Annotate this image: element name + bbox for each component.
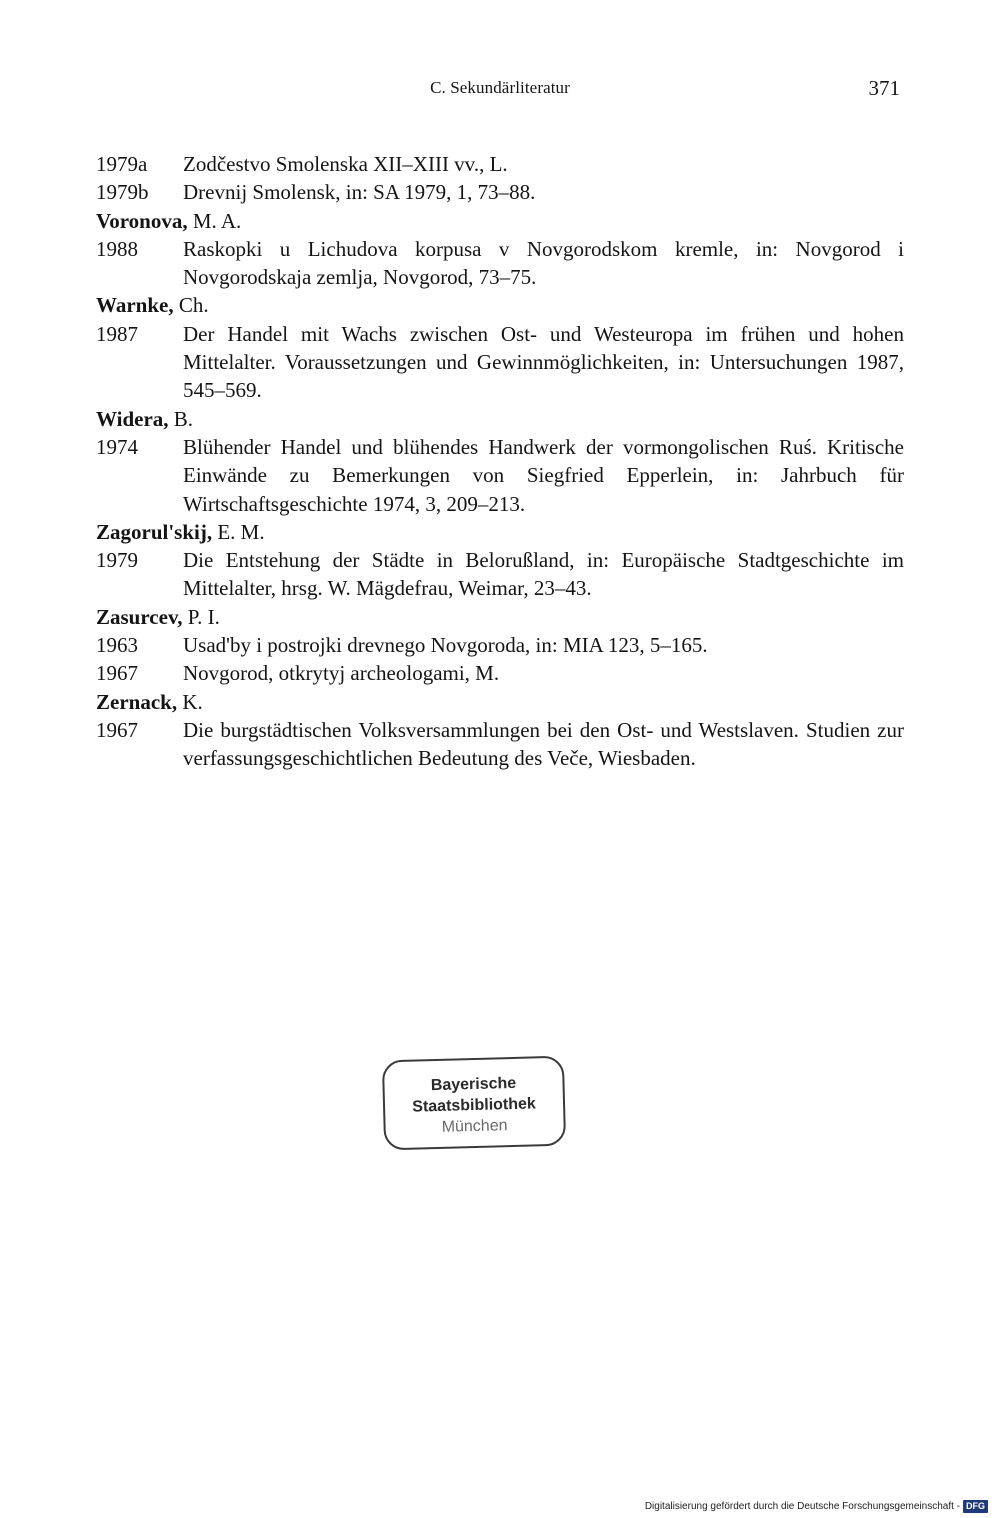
author-heading bbox=[96, 291, 904, 319]
entry-reference: Novgorod, otkrytyj archeologami, M. bbox=[183, 661, 500, 686]
author-surname: Warnke, bbox=[96, 293, 174, 318]
entry-reference: Zodčestvo Smolenska XII–XIII vv., L. bbox=[183, 152, 508, 176]
bibliography-entry bbox=[96, 716, 904, 773]
entry-year: 1967 bbox=[96, 661, 138, 686]
author-heading bbox=[96, 518, 904, 546]
author-surname: Zagorul'skij, bbox=[96, 519, 213, 544]
entry-year: 1988 bbox=[96, 236, 138, 261]
bibliography-entry bbox=[96, 235, 904, 292]
entry-year: 1963 bbox=[96, 633, 138, 658]
stamp-line-3: München bbox=[441, 1117, 508, 1136]
author-surname: Zernack, bbox=[96, 689, 178, 714]
author-initials: B. bbox=[173, 406, 194, 431]
bibliography-entry bbox=[96, 178, 904, 206]
author-surname: Zasurcev, bbox=[96, 604, 183, 629]
entry-year: 1974 bbox=[96, 434, 138, 459]
author-initials: P. I. bbox=[187, 604, 220, 629]
entry-reference: Die burgstädtischen Volksversammlungen bei den Ost- und Westslaven. Studien zur verfassungsgeschichtlichen Bedeutung des Veče, Wiesbaden. bbox=[183, 717, 904, 771]
stamp-line-1: Bayerische bbox=[430, 1074, 517, 1095]
bibliography-entry bbox=[96, 546, 904, 603]
author-heading bbox=[96, 405, 904, 433]
entry-reference: Die Entstehung der Städte in Belorußland, in: Europäische Stadtgeschichte im Mittelalter, hrsg. W. Mägdefrau, Weimar, 23–43. bbox=[183, 548, 904, 601]
entry-year: 1979a bbox=[96, 152, 148, 176]
dfg-logo: DFG bbox=[963, 1500, 988, 1513]
author-initials: E. M. bbox=[217, 519, 265, 544]
entry-reference: Der Handel mit Wachs zwischen Ost- und Westeuropa im frühen und hohen Mittelalter. Voraussetzungen und Gewinnmöglichkeiten, in: Untersuchungen 1987, 545–569. bbox=[183, 321, 904, 403]
author-surname: Voronova, bbox=[96, 208, 188, 233]
bibliography-list bbox=[96, 150, 904, 773]
entry-year: 1979 bbox=[96, 548, 138, 573]
entry-reference: Raskopki u Lichudova korpusa v Novgorodskom kremle, in: Novgorod i Novgorodskaja zemlja, Novgorod, 73–75. bbox=[183, 236, 904, 290]
author-heading bbox=[96, 603, 904, 631]
bibliography-entry bbox=[96, 631, 904, 659]
author-surname: Widera, bbox=[96, 406, 169, 431]
entry-reference: Blühender Handel und blühendes Handwerk der vormongolischen Ruś. Kritische Einwände zu Bemerkungen von Siegfried Epperlein, in: Jahrbuch für Wirtschaftsgeschichte 1974, 3, 209–213. bbox=[183, 434, 904, 516]
footer-text: Digitalisierung gefördert durch die Deutsche Forschungsgemeinschaft - bbox=[644, 1501, 960, 1512]
digitization-footer bbox=[645, 1500, 988, 1513]
author-initials: K. bbox=[182, 689, 203, 714]
bibliography-entry bbox=[96, 659, 904, 687]
author-initials: Ch. bbox=[178, 293, 209, 318]
bibliography-entry bbox=[96, 150, 904, 178]
stamp-line-2: Staatsbibliothek bbox=[412, 1095, 537, 1116]
author-initials: M. A. bbox=[192, 208, 242, 233]
author-heading bbox=[96, 688, 904, 716]
entry-year: 1987 bbox=[96, 321, 138, 346]
entry-year: 1967 bbox=[96, 717, 138, 742]
author-heading bbox=[96, 207, 904, 235]
running-header-title: C. Sekundärliteratur bbox=[430, 78, 570, 97]
entry-reference: Drevnij Smolensk, in: SA 1979, 1, 73–88. bbox=[183, 180, 536, 205]
bibliography-entry bbox=[96, 433, 904, 518]
bibliography-entry bbox=[96, 320, 904, 405]
entry-reference: Usad'by i postrojki drevnego Novgoroda, in: MIA 123, 5–165. bbox=[183, 633, 708, 658]
entry-year: 1979b bbox=[96, 180, 149, 205]
page-header bbox=[0, 76, 1000, 106]
page-number: 371 bbox=[868, 76, 900, 100]
library-stamp bbox=[382, 1056, 566, 1151]
